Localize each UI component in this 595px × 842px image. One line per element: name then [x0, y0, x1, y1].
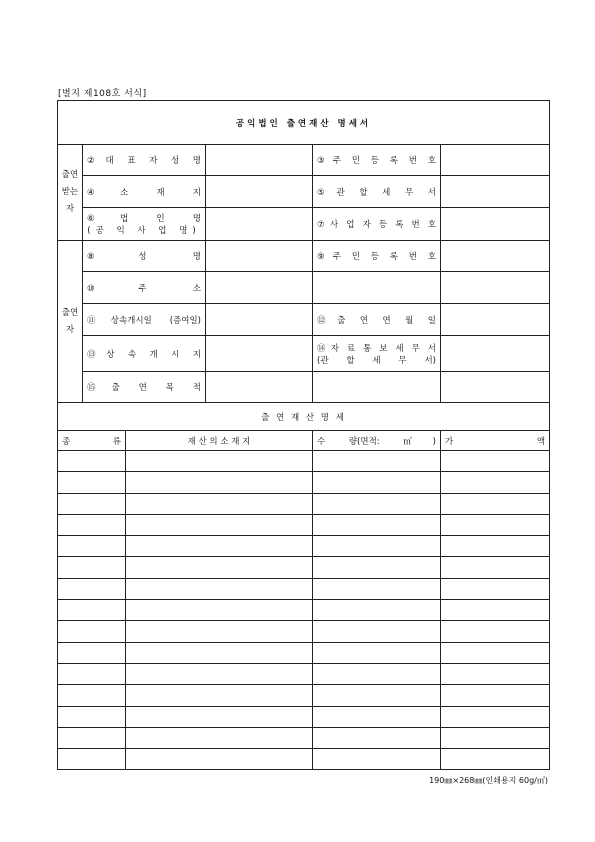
details-section-title: 출 연 재 산 명 세 — [58, 403, 550, 431]
item-row — [58, 536, 550, 557]
corp-name-input[interactable] — [206, 208, 313, 241]
item-type-cell[interactable] — [58, 663, 126, 684]
purpose-input-cont[interactable] — [313, 372, 441, 403]
item-quantity-cell[interactable] — [313, 642, 441, 663]
item-location-cell[interactable] — [126, 472, 313, 493]
item-location-cell[interactable] — [126, 578, 313, 599]
item-value-cell[interactable] — [441, 578, 550, 599]
item-row — [58, 578, 550, 599]
item-value-cell[interactable] — [441, 472, 550, 493]
purpose-input-end[interactable] — [441, 372, 550, 403]
item-quantity-cell[interactable] — [313, 749, 441, 770]
report-tax-office-subtext: (관 할 세 무 서) — [317, 355, 436, 366]
item-value-cell[interactable] — [441, 557, 550, 578]
item-row — [58, 685, 550, 706]
item-type-cell[interactable] — [58, 685, 126, 706]
item-row — [58, 663, 550, 684]
tax-office-input[interactable] — [441, 176, 550, 208]
item-type-cell[interactable] — [58, 706, 126, 727]
col-header-value: 가 액 — [441, 431, 550, 451]
corp-name-subtext: (공 익 사 업 명) — [87, 226, 201, 236]
donor-address-input-end[interactable] — [441, 272, 550, 304]
inheritance-place-label: ⑬상 속 개 시 지 — [83, 336, 206, 372]
item-location-cell[interactable] — [126, 621, 313, 642]
col-header-type: 종 류 — [58, 431, 126, 451]
inheritance-date-input[interactable] — [206, 304, 313, 336]
item-quantity-cell[interactable] — [313, 472, 441, 493]
item-location-cell[interactable] — [126, 493, 313, 514]
item-quantity-cell[interactable] — [313, 727, 441, 748]
item-type-cell[interactable] — [58, 514, 126, 535]
item-quantity-cell[interactable] — [313, 706, 441, 727]
representative-name-label: ②대 표 자 성 명 — [83, 145, 206, 176]
item-row — [58, 557, 550, 578]
form-number-label: [별지 제108호 서식] — [58, 89, 147, 99]
item-row — [58, 472, 550, 493]
item-row — [58, 727, 550, 748]
item-row — [58, 514, 550, 535]
item-value-cell[interactable] — [441, 621, 550, 642]
item-type-cell[interactable] — [58, 578, 126, 599]
item-type-cell[interactable] — [58, 472, 126, 493]
location-input[interactable] — [206, 176, 313, 208]
donation-property-form — [57, 100, 550, 770]
item-location-cell[interactable] — [126, 685, 313, 706]
item-row — [58, 749, 550, 770]
item-quantity-cell[interactable] — [313, 621, 441, 642]
inheritance-place-input[interactable] — [206, 336, 313, 372]
item-type-cell[interactable] — [58, 749, 126, 770]
form-title: 공익법인 출연재산 명세서 — [58, 101, 550, 145]
report-tax-office-input[interactable] — [441, 336, 550, 372]
item-quantity-cell[interactable] — [313, 451, 441, 472]
item-value-cell[interactable] — [441, 514, 550, 535]
recipient-resident-number-label: ③주 민 등 록 번 호 — [313, 145, 441, 176]
item-type-cell[interactable] — [58, 727, 126, 748]
item-quantity-cell[interactable] — [313, 663, 441, 684]
tax-office-label: ⑤관 할 세 무 서 — [313, 176, 441, 208]
item-row — [58, 642, 550, 663]
item-value-cell[interactable] — [441, 536, 550, 557]
donation-date-label: ⑫출 연 연 월 일 — [313, 304, 441, 336]
recipient-group-label: 출연받는자 — [58, 145, 83, 241]
item-value-cell[interactable] — [441, 493, 550, 514]
item-value-cell[interactable] — [441, 727, 550, 748]
item-row — [58, 600, 550, 621]
donor-group-label: 출연자 — [58, 241, 83, 403]
item-location-cell[interactable] — [126, 600, 313, 621]
item-quantity-cell[interactable] — [313, 685, 441, 706]
item-type-cell[interactable] — [58, 493, 126, 514]
donor-address-input[interactable] — [206, 272, 313, 304]
item-row — [58, 621, 550, 642]
report-tax-office-label — [313, 336, 441, 372]
paper-size-footer: 190㎜×268㎜(인쇄용지 60g/㎡) — [429, 776, 548, 785]
item-value-cell[interactable] — [441, 663, 550, 684]
item-location-cell[interactable] — [126, 727, 313, 748]
purpose-label: ⑮출 연 목 적 — [83, 372, 206, 403]
item-row — [58, 451, 550, 472]
representative-name-input[interactable] — [206, 145, 313, 176]
inheritance-date-label: ⑪상속개시일 (증여일) — [83, 304, 206, 336]
item-type-cell[interactable] — [58, 557, 126, 578]
item-type-cell[interactable] — [58, 642, 126, 663]
donor-resident-number-label: ⑨주 민 등 록 번 호 — [313, 241, 441, 272]
donor-address-label: ⑩주 소 — [83, 272, 206, 304]
item-value-cell[interactable] — [441, 451, 550, 472]
donor-address-input-cont[interactable] — [313, 272, 441, 304]
item-quantity-cell[interactable] — [313, 536, 441, 557]
corp-name-text: ⑥법 인 명 — [87, 214, 201, 224]
corp-name-label — [83, 208, 206, 241]
item-location-cell[interactable] — [126, 514, 313, 535]
donor-name-label: ⑧성 명 — [83, 241, 206, 272]
item-value-cell[interactable] — [441, 706, 550, 727]
item-location-cell[interactable] — [126, 663, 313, 684]
item-location-cell[interactable] — [126, 706, 313, 727]
business-number-input[interactable] — [441, 208, 550, 241]
item-quantity-cell[interactable] — [313, 557, 441, 578]
item-value-cell[interactable] — [441, 642, 550, 663]
col-header-location: 재 산 의 소 재 지 — [126, 431, 313, 451]
purpose-input[interactable] — [206, 372, 313, 403]
donor-name-input[interactable] — [206, 241, 313, 272]
recipient-resident-number-input[interactable] — [441, 145, 550, 176]
item-row — [58, 706, 550, 727]
item-value-cell[interactable] — [441, 685, 550, 706]
item-location-cell[interactable] — [126, 642, 313, 663]
item-location-cell[interactable] — [126, 749, 313, 770]
item-quantity-cell[interactable] — [313, 514, 441, 535]
item-value-cell[interactable] — [441, 749, 550, 770]
business-number-label: ⑦사 업 자 등 록 번 호 — [313, 208, 441, 241]
donor-resident-number-input[interactable] — [441, 241, 550, 272]
item-type-cell[interactable] — [58, 536, 126, 557]
item-location-cell[interactable] — [126, 557, 313, 578]
item-location-cell[interactable] — [126, 536, 313, 557]
item-value-cell[interactable] — [441, 600, 550, 621]
item-location-cell[interactable] — [126, 451, 313, 472]
col-header-quantity: 수 량(면적: ㎡) — [313, 431, 441, 451]
item-quantity-cell[interactable] — [313, 578, 441, 599]
item-quantity-cell[interactable] — [313, 493, 441, 514]
item-row — [58, 493, 550, 514]
item-quantity-cell[interactable] — [313, 600, 441, 621]
report-tax-office-text: ⑭자 료 통 보 세 무 서 — [317, 343, 436, 354]
item-type-cell[interactable] — [58, 600, 126, 621]
donation-date-input[interactable] — [441, 304, 550, 336]
location-label: ④소 재 지 — [83, 176, 206, 208]
item-type-cell[interactable] — [58, 621, 126, 642]
item-type-cell[interactable] — [58, 451, 126, 472]
